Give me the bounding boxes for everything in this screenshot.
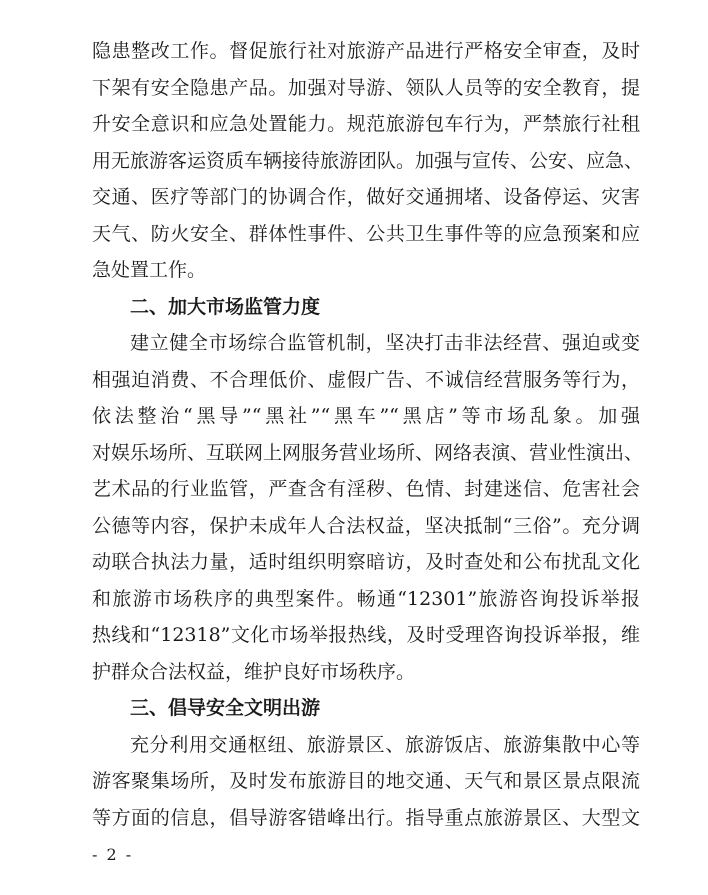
paragraph-line: 充分利用交通枢纽、旅游景区、旅游饭店、旅游集散中心等 (130, 733, 640, 756)
section-heading: 三、倡导安全文明出游 (130, 697, 321, 719)
paragraph-line: 和旅游市场秩序的典型案件。畅通“12301”旅游咨询投诉举报 (92, 587, 640, 610)
paragraph-line: 依法整治“黑导”“黑社”“黑车”“黑店”等市场乱象。加强 (92, 405, 640, 427)
paragraph-line: 用无旅游客运资质车辆接待旅游团队。加强与宣传、公安、应急、 (92, 149, 644, 172)
paragraph-line: 交通、医疗等部门的协调合作，做好交通拥堵、设备停运、灾害 (92, 186, 640, 208)
paragraph-line: 护群众合法权益，维护良好市场秩序。 (92, 660, 416, 683)
paragraph (92, 33, 644, 289)
section-heading: 二、加大市场监管力度 (130, 295, 321, 318)
paragraph-line: 天气、防火安全、群体性事件、公共卫生事件等的应急预案和应 (92, 222, 640, 245)
paragraph-line: 下架有安全隐患产品。加强对导游、领队人员等的安全教育，提 (92, 76, 640, 99)
paragraph-line: 动联合执法力量，适时组织明察暗访，及时查处和公布扰乱文化 (92, 551, 640, 573)
paragraph-line: 建立健全市场综合监管机制，坚决打击非法经营、强迫或变 (130, 332, 640, 354)
paragraph-line: 升安全意识和应急处置能力。规范旅游包车行为，严禁旅行社租 (92, 113, 640, 135)
paragraph (92, 325, 644, 690)
paragraph-line: 隐患整改工作。督促旅行社对旅游产品进行严格安全审查，及时 (92, 40, 640, 62)
paragraph-line: 等方面的信息，倡导游客错峰出行。指导重点旅游景区、大型文 (92, 806, 640, 829)
paragraph-line: 相强迫消费、不合理低价、虚假广告、不诚信经营服务等行为， (92, 368, 640, 391)
body-text (92, 33, 644, 836)
paragraph-line: 热线和“12318”文化市场举报热线，及时受理咨询投诉举报，维 (92, 624, 640, 646)
paragraph-line: 游客聚集场所，及时发布旅游目的地交通、天气和景区景点限流 (92, 770, 640, 792)
paragraph-line: 艺术品的行业监管，严查含有淫秽、色情、封建迷信、危害社会 (92, 478, 640, 500)
paragraph-line: 对娱乐场所、互联网上网服务营业场所、网络表演、营业性演出、 (92, 441, 644, 464)
paragraph-line: 急处置工作。 (92, 259, 207, 281)
paragraph (92, 727, 640, 837)
page-number: - 2 - (92, 845, 134, 864)
paragraph-line: 公德等内容，保护未成年人合法权益，坚决抵制“三俗”。充分调 (92, 514, 640, 537)
